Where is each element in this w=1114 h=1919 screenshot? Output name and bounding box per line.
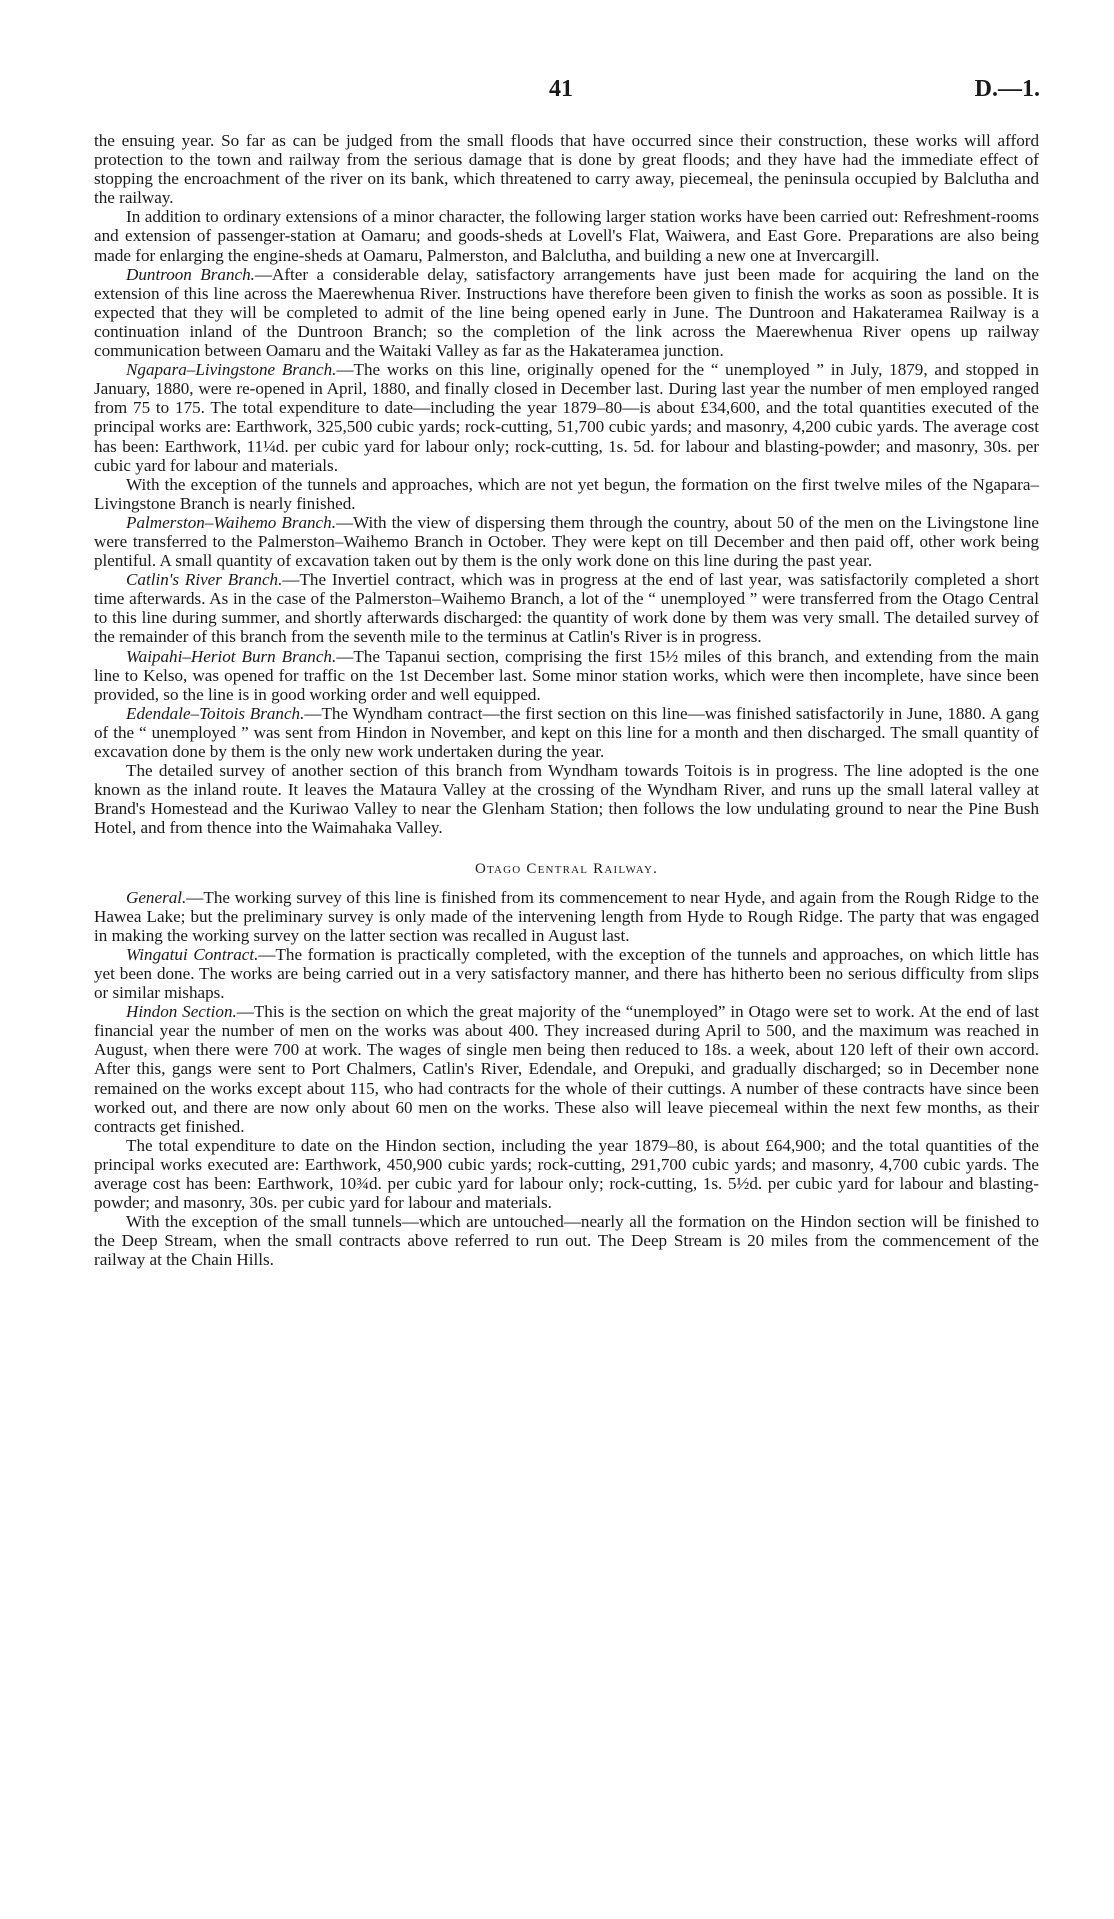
paragraph-heading: Hindon Section.: [126, 1002, 237, 1022]
paragraph: In addition to ordinary extensions of a minor character, the following larger station works have been carried out: Refreshment-rooms and extension of passenger-station at Oamaru; and goods-sheds at Lovell's Flat, Waiwera, and East Gore. Preparations are also being made for enlarging the engine-sheds at Oamaru, Palmerston, and Balclutha, and building a new one at Invercargill.: [94, 207, 1039, 265]
paragraph-heading: Ngapara–Livingstone Branch.: [126, 360, 337, 380]
paragraph: With the exception of the tunnels and approaches, which are not yet begun, the formation on the first twelve miles of the Ngapara–Livingstone Branch is nearly finished.: [94, 474, 1039, 513]
paragraph: The total expenditure to date on the Hindon section, including the year 1879–80, is about £64,900; and the total quantities of the principal works executed are: Earthwork, 450,900 cubic yards; rock-cutting, 291,700 cubic yards; and masonry, 4,700 cubic yards. The average cost has been: Earthwork, 10¾d. per cubic yard for labour only; rock-cutting, 1s. 5½d. per cubic yard for labour and blasting-powder; and masonry, 30s. per cubic yard for labour and materials.: [94, 1135, 1039, 1213]
paragraph-heading: Catlin's River Branch.: [126, 570, 283, 590]
paragraph: the ensuing year. So far as can be judged from the small floods that have occurred since their construction, these works will afford protection to the town and railway from the serious damage that is done by great floods; and they have had the immediate effect of stopping the encroachment of the river on its bank, which threatened to carry away, piecemeal, the peninsula occupied by Balclutha and the railway.: [94, 131, 1039, 208]
page-number: 41: [549, 76, 573, 102]
paragraph-heading: Wingatui Contract.: [126, 944, 259, 964]
paragraph-heading: Waipahi–Heriot Burn Branch.: [126, 646, 337, 666]
paragraph: Edendale–Toitois Branch.—The Wyndham contract—the first section on this line—was finished satisfactorily in June, 1880. A gang of the “ unemployed ” was sent from Hindon in November, and kept on this line for a month and then discharged. The small quantity of excavation done by them is the only new work undertaken during the year.: [94, 703, 1039, 761]
paragraph: Wingatui Contract.—The formation is practically completed, with the exception of the tunnels and approaches, on which little has yet been done. The works are being carried out in a very satisfactory manner, and there has hitherto been no serious difficulty from slips or similar mishaps.: [94, 944, 1040, 1003]
section-heading: Otago Central Railway.: [474, 861, 659, 878]
paragraph: Waipahi–Heriot Burn Branch.—The Tapanui section, comprising the first 15½ miles of this branch, and extending from the main line to Kelso, was opened for traffic on the 1st December last. Some minor station works, which were then incomplete, have since been provided, so the line is in good working order and well equipped.: [94, 646, 1039, 704]
paragraph: Palmerston–Waihemo Branch.—With the view of dispersing them through the country, about 50 of the men on the Livingstone line were transferred to the Palmerston–Waihemo Branch in October. They were kept on till December and then paid off, other work being plentiful. A small quantity of excavation taken out by them is the only work done on this line during the past year.: [94, 512, 1039, 571]
paragraph: With the exception of the small tunnels—which are untouched—nearly all the formation on the Hindon section will be finished to the Deep Stream, when the small contracts above referred to run out. The Deep Stream is 20 miles from the commencement of the railway at the Chain Hills.: [94, 1212, 1039, 1270]
paragraph: Duntroon Branch.—After a considerable delay, satisfactory arrangements have just been made for acquiring the land on the extension of this line across the Maerewhenua River. Instructions have therefore been given to finish the works as soon as possible. It is expected that they will be completed to admit of the line being opened early in June. The Duntroon and Hakateramea Railway is a continuation inland of the Duntroon Branch; so the completion of the link across the Maerewhenua River opens up railway communication between Oamaru and the Waitaki Valley as far as the Hakateramea junction.: [94, 264, 1039, 361]
paragraph-heading: Duntroon Branch.: [126, 264, 255, 284]
page-header: [0, 76, 1114, 106]
document-reference: D.—1.: [974, 76, 1040, 102]
paragraph-heading: Edendale–Toitois Branch.: [126, 703, 305, 723]
paragraph: Catlin's River Branch.—The Invertiel contract, which was in progress at the end of last year, was satisfactorily completed a short time afterwards. As in the case of the Palmerston–Waihemo Branch, a lot of the “ unemployed ” were transferred from the Otago Central to this line during summer, and shortly afterwards discharged: the quantity of work done by them was very small. The detailed survey of the remainder of this branch from the seventh mile to the terminus at Catlin's River is in progress.: [94, 570, 1039, 647]
paragraph: Hindon Section.—This is the section on which the great majority of the “unemployed” in Otago were set to work. At the end of last financial year the number of men on the works was about 400. They increased during April to 500, and the maximum was reached in August, when there were 700 at work. The wages of single men being then reduced to 18s. a week, about 120 left of their own accord. After this, gangs were sent to Port Chalmers, Catlin's River, Edendale, and Orepuki, and gradually discharged; so in December none remained on the works except about 115, who had contracts for the whole of their cuttings. A number of these contracts have since been worked out, and there are now only about 60 men on the works. These also will leave piecemeal within the next few months, as their contracts get finished.: [94, 1002, 1039, 1136]
paragraph: General.—The working survey of this line is finished from its commencement to near Hyde, and again from the Rough Ridge to the Hawea Lake; but the preliminary survey is only made of the intervening length from Hyde to Rough Ridge. The party that was engaged in making the working survey on the latter section was recalled in August last.: [94, 887, 1039, 945]
paragraph-heading: Palmerston–Waihemo Branch.: [126, 512, 336, 532]
paragraph: Ngapara–Livingstone Branch.—The works on this line, originally opened for the “ unemployed ” in July, 1879, and stopped in January, 1880, were re-opened in April, 1880, and finally closed in December last. During last year the number of men employed ranged from 75 to 175. The total expenditure to date—including the year 1879–80—is about £34,600, and the total quantities executed of the principal works are: Earthwork, 325,500 cubic yards; rock-cutting, 51,700 cubic yards; and masonry, 4,200 cubic yards. The average cost has been: Earthwork, 11¼d. per cubic yard for labour only; rock-cutting, 1s. 5d. for labour and blasting-powder; and masonry, 30s. per cubic yard for labour and materials.: [94, 360, 1039, 475]
paragraph-heading: General.: [126, 887, 187, 907]
page-body: [94, 131, 1039, 1269]
paragraph: The detailed survey of another section of this branch from Wyndham towards Toitois is in progress. The line adopted is the one known as the inland route. It leaves the Mataura Valley at the crossing of the Wyndham River, and runs up the small lateral valley at Brand's Homestead and the Kuriwao Valley to near the Glenham Station; then follows the low undulating ground to near the Pine Bush Hotel, and from thence into the Waimahaka Valley.: [94, 761, 1039, 838]
